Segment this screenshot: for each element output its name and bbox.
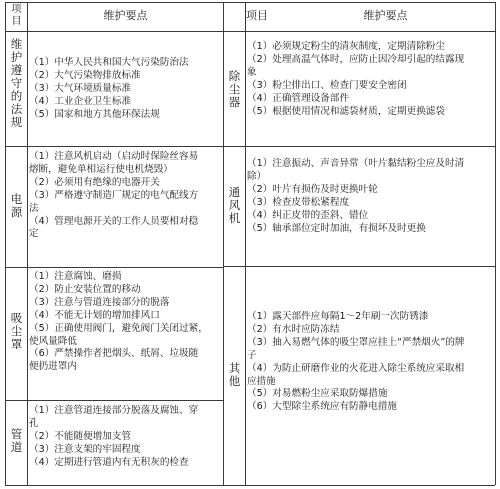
row4-left-points: （1）注意管道连接部分脱落及腐蚀、穿 孔 （2）不能随便增加支管 （3）注意支架的牢固程度 （4）定期进行管道内有无积灰的检查 [29, 405, 199, 468]
right-item-column-rule [245, 2, 246, 485]
header-item-right: 项目 [246, 9, 268, 22]
row1-left-points: （1）中华人民共和国大气污染防治法 （2）大气污染物排放标准 （3）大气环境质量标准 （4）工业企业卫生标准 （5）国家和地方其他环保法规 [29, 57, 189, 120]
header-points-right: 维护要点 [363, 9, 408, 22]
row1-right-points: （1）必须规定粉尘的清灰制度，定期清除粉尘 （2）处理高温气体时，应防止因冷却引起的结露现 象 （3）粉尘排出口、检查门要安全密闭 （4）正确管理设备部件 （5）根据使用情况和滤袋材质，定期更换滤袋 [247, 41, 465, 117]
row1-right-item: 除 尘 器 [228, 69, 241, 109]
header-separator [5, 31, 495, 32]
row3-left-points: （1）注意腐蚀、磨损 （2）防止安装位置的移动 （3）注意与管道连接部分的脱落 （4）不能无计划的增加排风口 （5）正确使用阀门，避免阀门关闭过紧， 使风量降低 （6）严禁操作者把烟头、纸屑、垃圾随 便扔进罩内 [29, 271, 208, 373]
row4-left-item: 管 道 [10, 427, 23, 454]
table-border-right [495, 2, 496, 485]
row2-left-points: （1）注意风机启动（启动时保险丝容易 熔断，避免单相运行使电机烧毁） （2）必须用有绝缘的电器开关 （3）严格遵守制造厂规定的电气配线方 法 （4）管理电源开关的工作人员要相对稳 定 [29, 151, 199, 240]
row3-left-item: 吸 尘 罩 [10, 311, 23, 351]
row3-right-item: 其 他 [228, 361, 241, 388]
row2-right-points: （1）注意振动、声音异常（叶片黏结粉尘应及时清 除） （2）叶片有损伤及时更换叶轮 （3）检查皮带松紧程度 （4）纠正皮带的歪斜、错位 （5）轴承部位定时加油，有损坏及时更换 [247, 158, 465, 234]
row2-right-item: 通 风 机 [228, 185, 241, 225]
row1-separator [5, 146, 495, 147]
table-border-top [5, 2, 495, 3]
header-item-left: 项 目 [11, 4, 22, 27]
row2-separator-left [5, 267, 223, 268]
header-points-left: 维护要点 [103, 9, 148, 22]
row2-left-item: 电 源 [10, 192, 23, 219]
left-item-column-rule [27, 2, 28, 485]
table-border-bottom [5, 485, 495, 486]
row1-left-item: 维 护 遵 守 的 法 规 [10, 37, 23, 129]
row3-right-points: （1）露天部件应每隔1～2年刷一次防锈漆 （2）有水时应防冻结 （3）抽入易燃气体的吸尘罩应挂上“严禁烟火”的牌 子 （4）为防止研磨作业的火花进入除尘系统应采取相 应措施 （5）对易燃粉尘应采取防爆措施 （6）大型除尘系统应有防静电措施 [247, 311, 465, 413]
row2-separator-right [223, 266, 495, 267]
row3-separator-left [5, 400, 223, 401]
